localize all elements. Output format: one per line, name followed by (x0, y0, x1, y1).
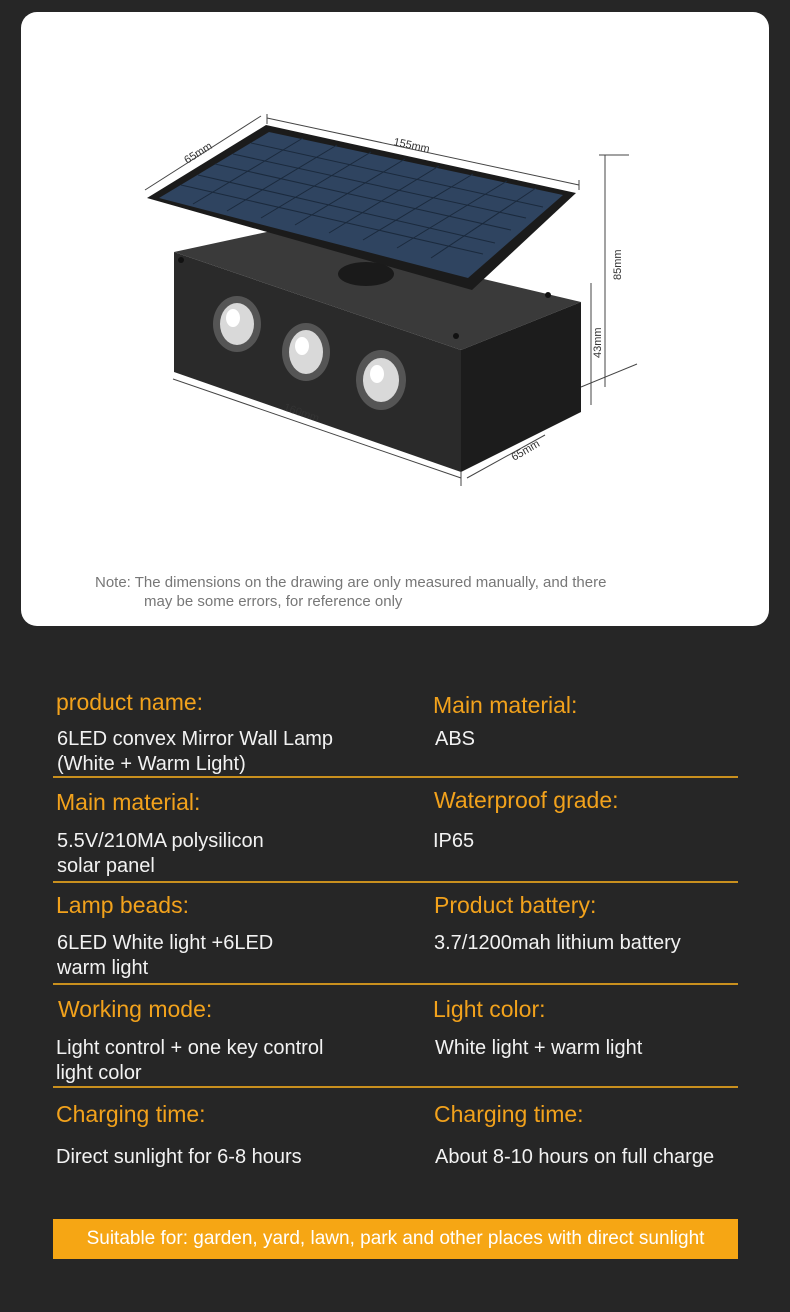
spec-value-product-name: 6LED convex Mirror Wall Lamp (White + Warm Light) (57, 728, 334, 775)
spec-value-charging-time-2: About 8-10 hours on full charge (435, 1146, 715, 1168)
note-line-2: may be some errors, for reference only (144, 593, 403, 610)
spec-label-charging-time-2: Charging time: (434, 1101, 584, 1127)
spec-label-charging-time-1: Charging time: (56, 1101, 206, 1127)
dim-top-length: 155mm (392, 136, 431, 156)
spec-value-light-color: White light + warm light (435, 1037, 643, 1059)
spec-value-main-material: ABS (435, 728, 476, 750)
row-divider (53, 983, 738, 985)
spec-label-lamp-beads: Lamp beads: (56, 892, 189, 918)
spec-label-battery: Product battery: (434, 892, 597, 918)
spec-value-working-mode: Light control + one key control light color (56, 1037, 324, 1084)
row-divider (53, 776, 738, 778)
note-line-1: Note: The dimensions on the drawing are only measured manually, and there (95, 574, 607, 591)
spec-label-working-mode: Working mode: (58, 996, 213, 1022)
spec-label-main-material: Main material: (433, 692, 578, 718)
dim-body-height: 43mm (592, 327, 604, 358)
spec-value-solar-panel: 5.5V/210MA polysilicon solar panel (57, 830, 264, 877)
suitable-for-banner: Suitable for: garden, yard, lawn, park and other places with direct sunlight (53, 1219, 738, 1259)
spec-value-lamp-beads: 6LED White light +6LED warm light (57, 932, 274, 979)
row-divider (53, 1086, 738, 1088)
dim-bottom-depth: 65mm (509, 437, 542, 464)
dim-top-depth: 65mm (182, 140, 215, 167)
spec-label-waterproof: Waterproof grade: (434, 787, 619, 813)
row-divider (53, 881, 738, 883)
spec-value-battery: 3.7/1200mah lithium battery (434, 932, 681, 954)
dim-bottom-length: 160mm (282, 401, 321, 425)
spec-value-charging-time-1: Direct sunlight for 6-8 hours (56, 1146, 302, 1168)
dim-total-height: 85mm (612, 249, 624, 280)
spec-label-solar-panel: Main material: (56, 789, 201, 815)
spec-label-light-color: Light color: (433, 996, 546, 1022)
spec-value-waterproof: IP65 (433, 830, 475, 852)
spec-label-product-name: product name: (56, 689, 204, 715)
